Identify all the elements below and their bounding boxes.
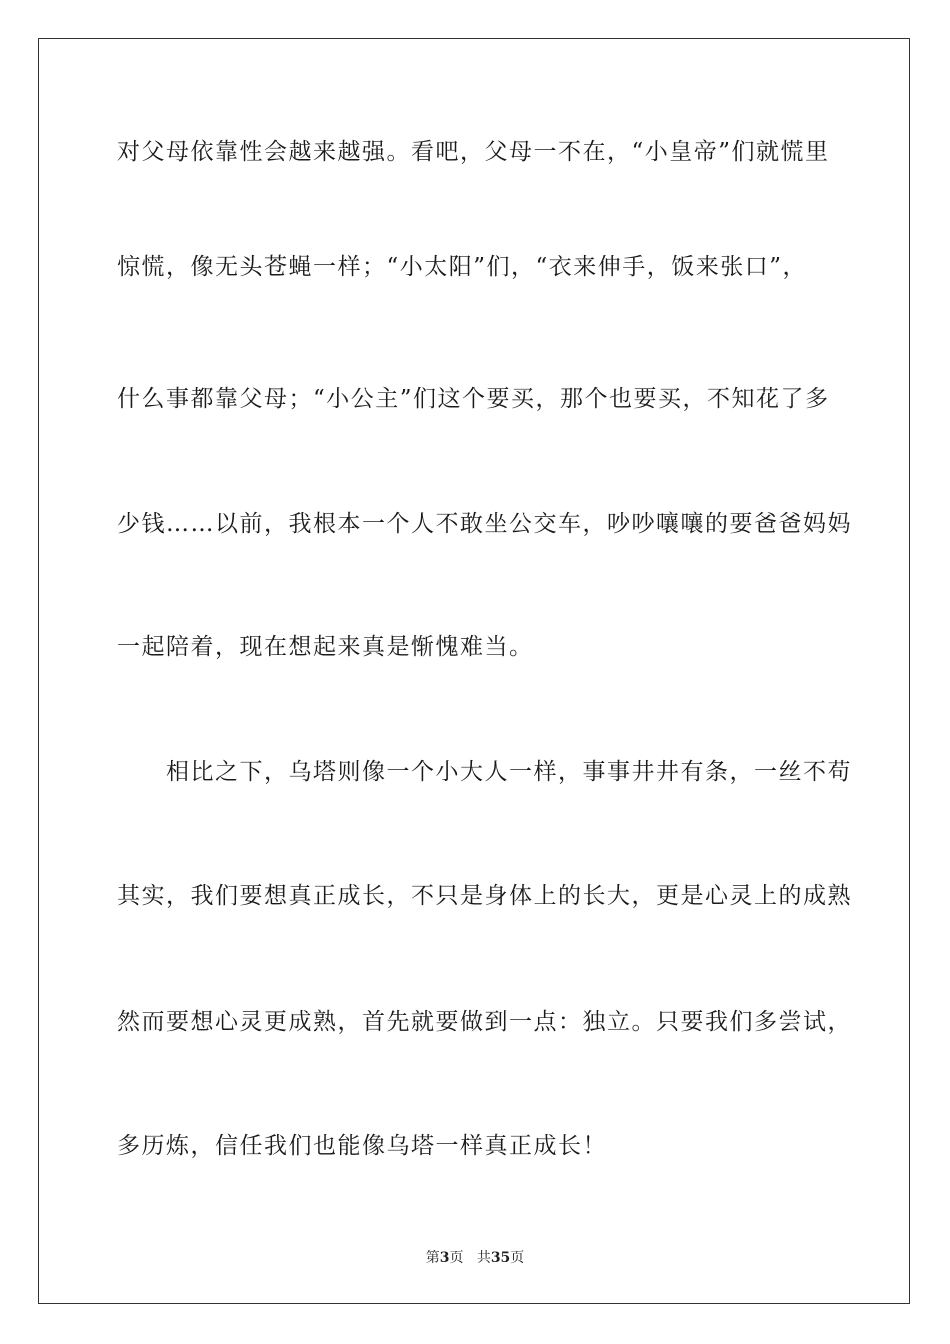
total-suffix: 页 xyxy=(510,1250,525,1266)
text-line-1: 对父母依靠性会越来越强。看吧，父母一不在，“小皇帝”们就慌里 xyxy=(117,139,830,165)
text-line-6: 相比之下，乌塔则像一个小大人一样，事事井井有条，一丝不苟 xyxy=(117,759,852,785)
text-line-9: 多历炼，信任我们也能像乌塔一样真正成长！ xyxy=(117,1133,607,1159)
page-footer xyxy=(0,1249,950,1267)
page-border xyxy=(38,38,910,1304)
text-line-2: 惊慌，像无头苍蝇一样；“小太阳”们，“衣来伸手，饭来张口”， xyxy=(117,254,808,280)
page-suffix: 页 xyxy=(449,1250,464,1266)
text-line-4: 少钱……以前，我根本一个人不敢坐公交车，吵吵嚷嚷的要爸爸妈妈 xyxy=(117,511,852,537)
page-number: 3 xyxy=(439,1250,450,1266)
total-pages: 35 xyxy=(490,1250,511,1266)
text-line-8: 然而要想心灵更成熟，首先就要做到一点：独立。只要我们多尝试， xyxy=(117,1009,852,1035)
text-line-5: 一起陪着，现在想起来真是惭愧难当。 xyxy=(117,634,534,660)
total-prefix: 共 xyxy=(476,1250,491,1266)
page-prefix: 第 xyxy=(425,1250,440,1266)
text-line-7: 其实，我们要想真正成长，不只是身体上的长大，更是心灵上的成熟 xyxy=(117,883,852,909)
text-line-3: 什么事都靠父母；“小公主”们这个要买，那个也要买，不知花了多 xyxy=(117,386,830,412)
